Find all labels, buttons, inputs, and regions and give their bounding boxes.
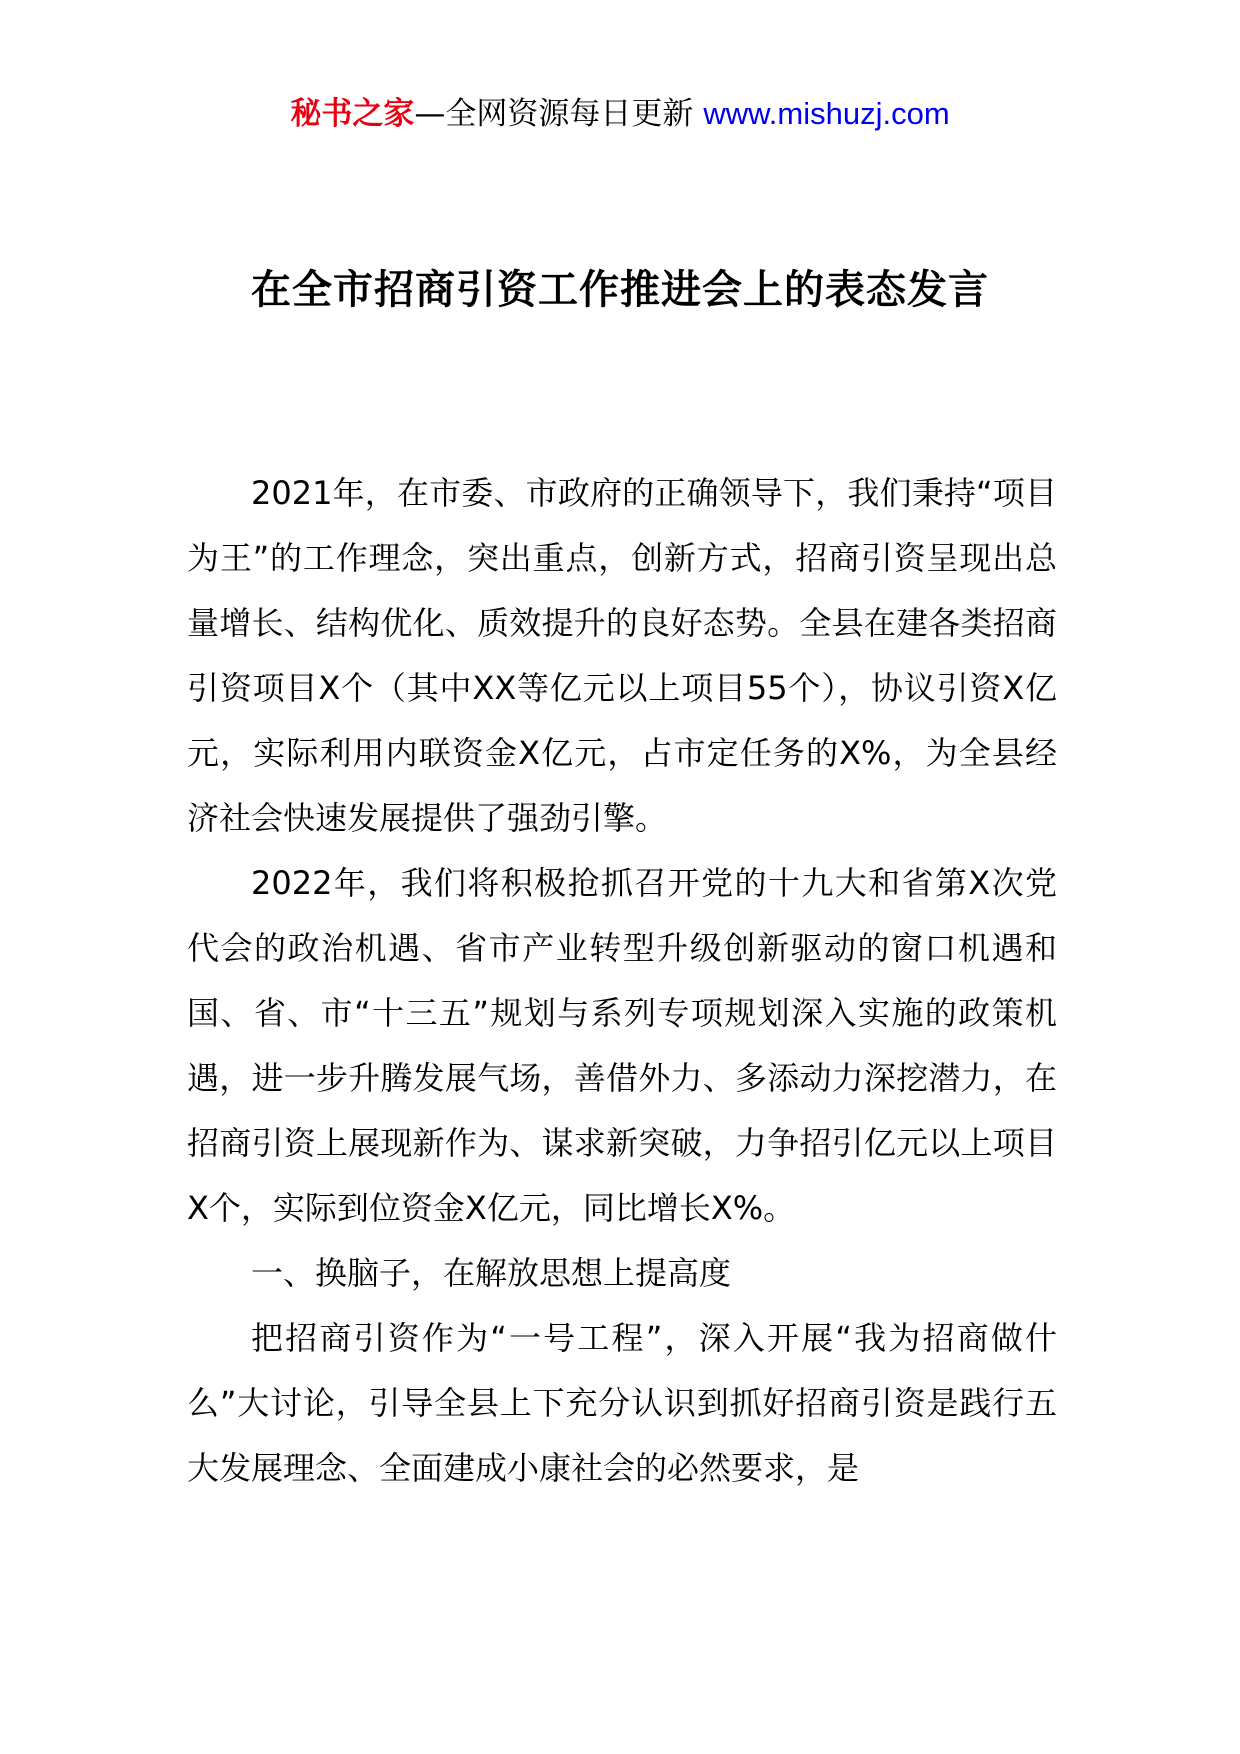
brand-name: 秘书之家 (290, 96, 415, 132)
paragraph-section-1: 把招商引资作为“一号工程”，深入开展“我为招商做什么”大讨论，引导全县上下充分认识到抓好招商引资是践行五大发展理念、全面建成小康社会的必然要求，是 (187, 1319, 1057, 1487)
section-heading-1: 一、换脑子，在解放思想上提高度 (251, 1254, 732, 1292)
paragraph-2021-summary: 2021年，在市委、市政府的正确领导下，我们秉持“项目为王”的工作理念，突出重点，创新方式，招商引资呈现出总量增长、结构优化、质效提升的良好态势。全县在建各类招商引资项目X个（其中XX等亿元以上项目55个），协议引资X亿元，实际利用内联资金X亿元，占市定任务的X%，为全县经济社会快速发展提供了强劲引擎。 (187, 474, 1057, 837)
header-tagline: —全网资源每日更新 (414, 96, 694, 132)
paragraph-2022-plan: 2022年，我们将积极抢抓召开党的十九大和省第X次党代会的政治机遇、省市产业转型升级创新驱动的窗口机遇和国、省、市“十三五”规划与系列专项规划深入实施的政策机遇，进一步升腾发展气场，善借外力、多添动力深挖潜力，在招商引资上展现新作为、谋求新突破，力争招引亿元以上项目X个，实际到位资金X亿元，同比增长X%。 (187, 864, 1057, 1227)
document-body (187, 461, 1057, 1501)
document-title: 在全市招商引资工作推进会上的表态发言 (251, 267, 989, 313)
site-header (0, 94, 1240, 134)
site-url-link[interactable]: www.mishuzj.com (703, 96, 950, 131)
